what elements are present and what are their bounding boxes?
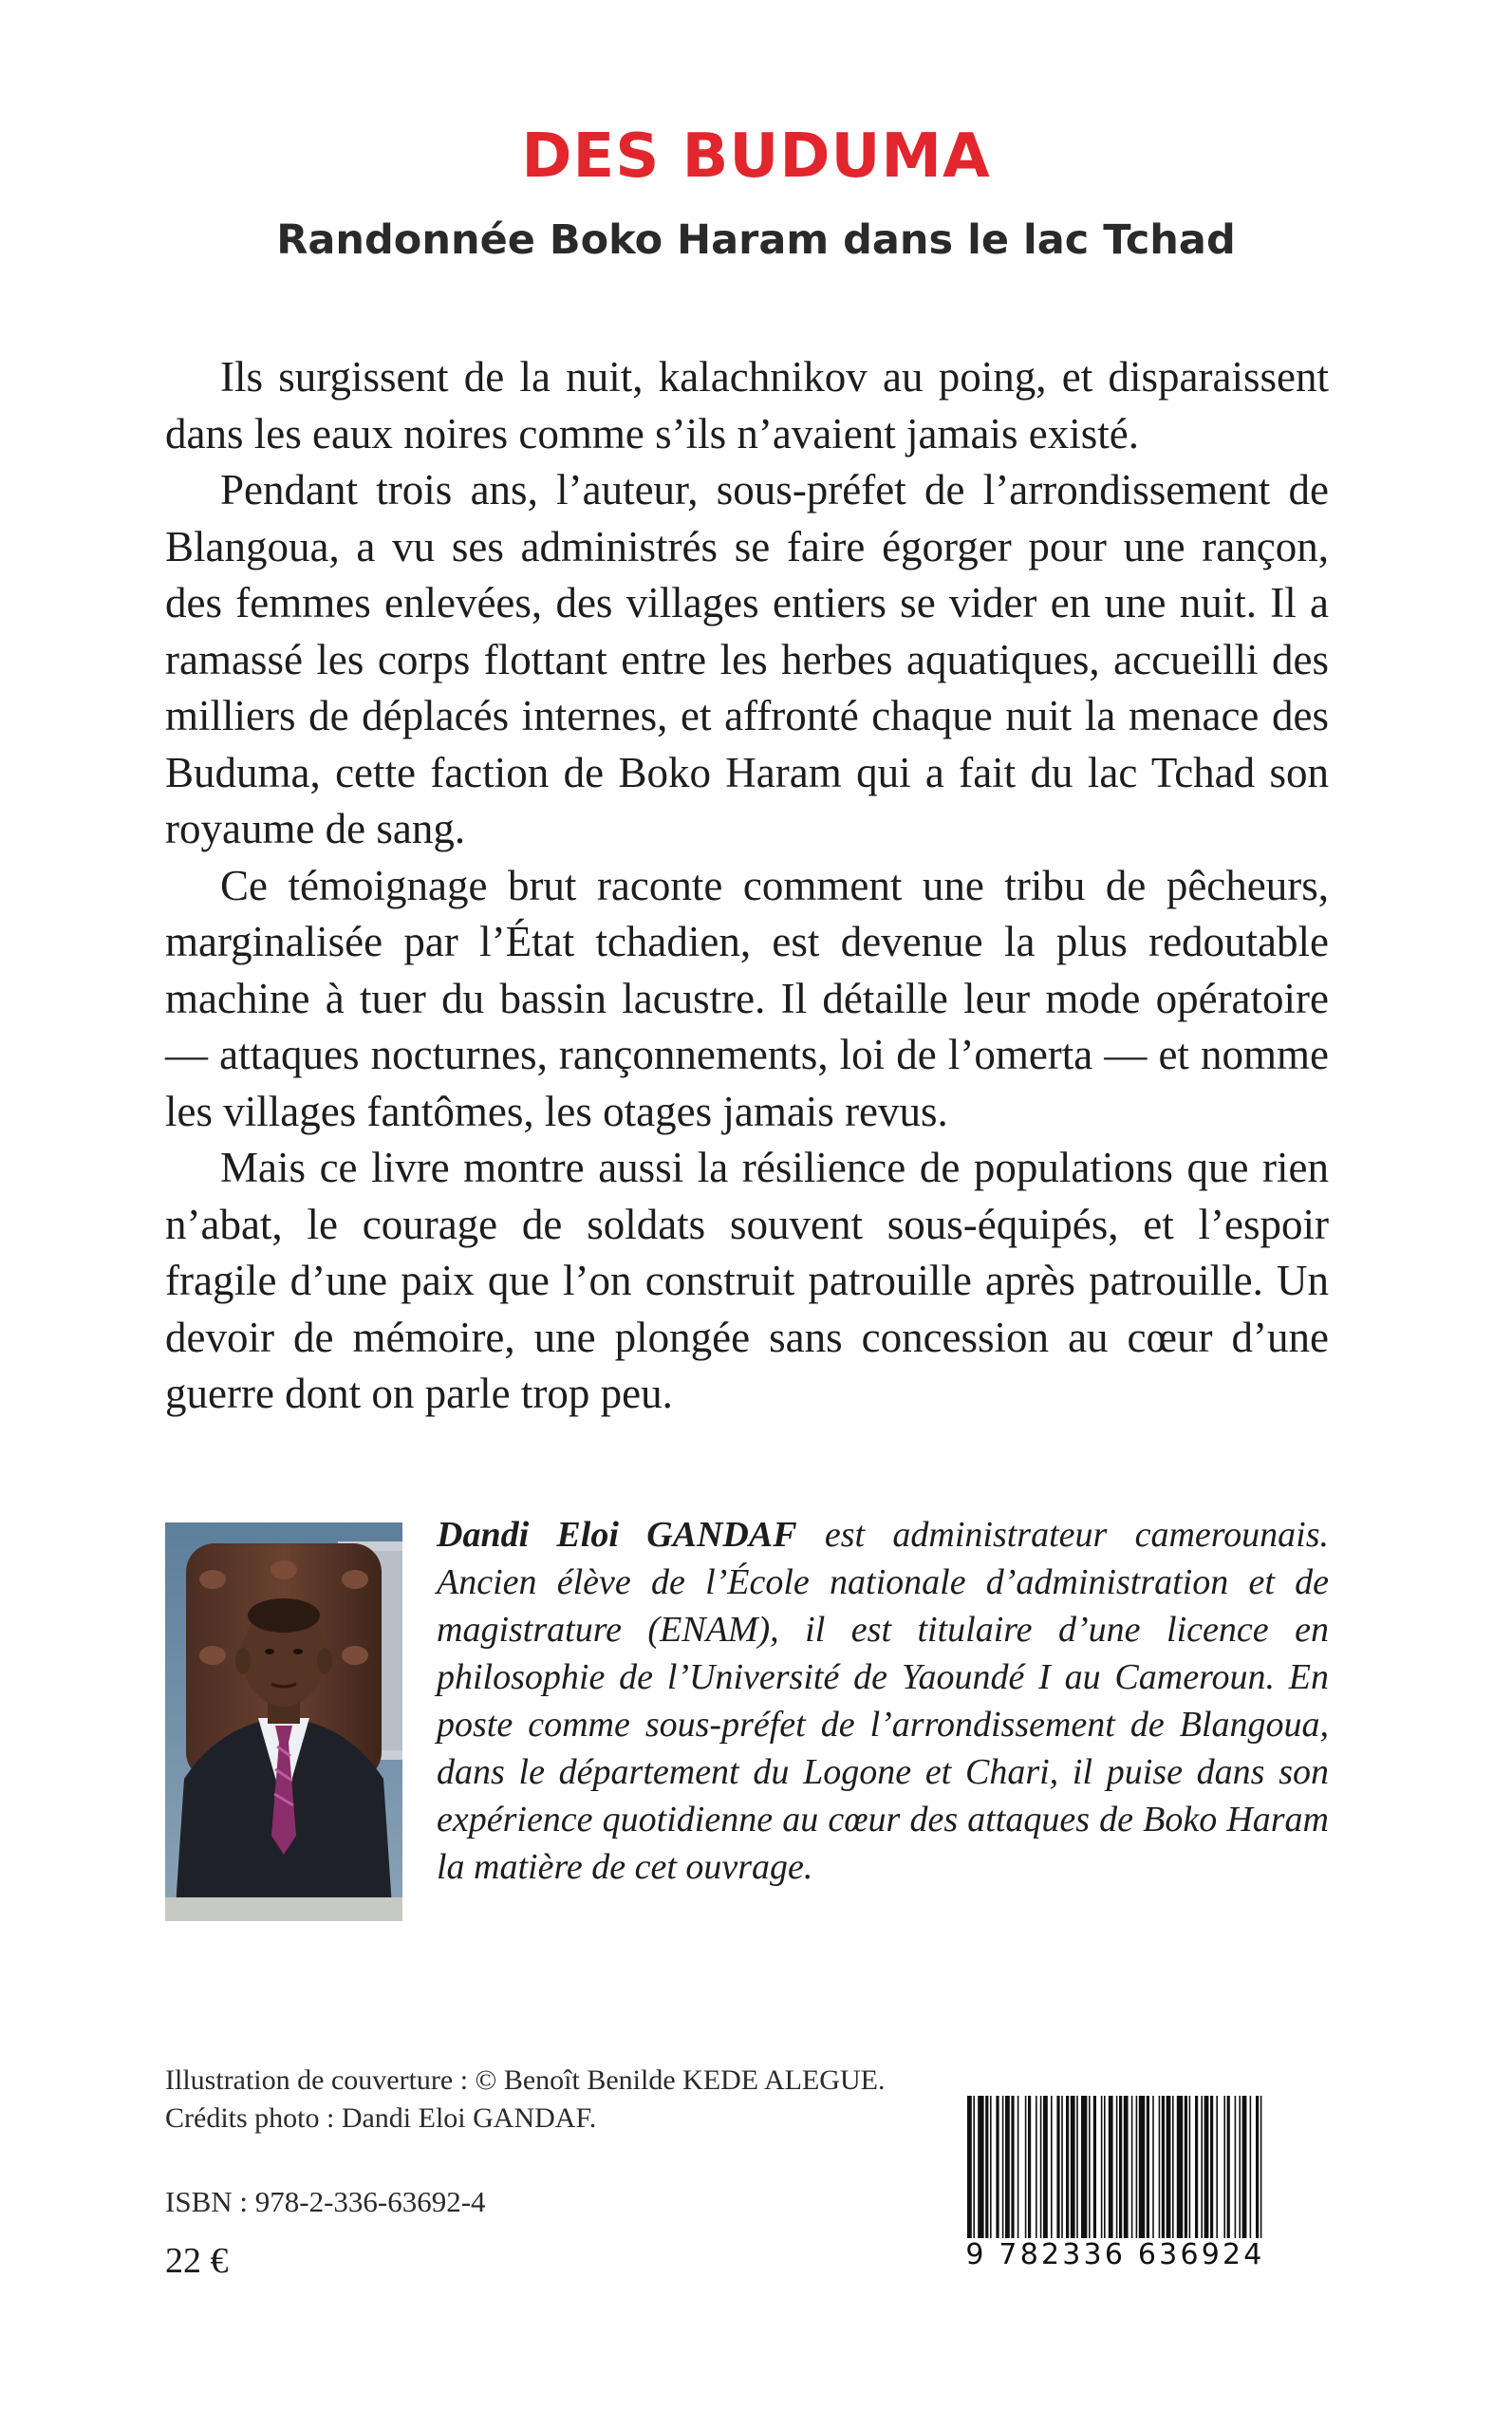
book-subtitle: Randonnée Boko Haram dans le lac Tchad [276,216,1236,264]
barcode-bar [1089,2096,1091,2238]
barcode-bar [1025,2096,1027,2238]
barcode-bar [990,2096,992,2238]
barcode-bar [1011,2096,1014,2238]
barcode-bar [1172,2096,1174,2238]
barcode-bar [1152,2096,1154,2238]
barcode-bar [996,2096,999,2238]
barcode-bar [1071,2096,1075,2238]
barcode-bar [1051,2096,1053,2238]
barcode-bar [1256,2096,1259,2238]
barcode-bar [967,2096,972,2238]
barcode-bar [1189,2096,1191,2238]
barcode-bar [1119,2096,1122,2238]
barcode-bar [1056,2096,1059,2238]
barcode-bar [1136,2096,1138,2238]
barcode-bar [1076,2096,1078,2238]
isbn: ISBN : 978-2-336-63692-4 [165,2185,486,2218]
barcode-bar [1116,2096,1118,2238]
barcode-bar [1124,2096,1129,2238]
barcode-bar [973,2096,975,2238]
blurb-paragraph-1: Ils surgissent de la nuit, kalachnikov au poing, et disparaissent dans les eaux noires comme s’ils n’avaient jamais existé. [165,353,1329,458]
barcode-bar [1195,2096,1198,2238]
barcode-bar [1005,2096,1010,2238]
barcode-bar [1227,2096,1230,2238]
barcode-bar [1177,2096,1183,2238]
barcode-bar [1147,2096,1149,2238]
barcode-bar [1002,2096,1004,2238]
barcode-bar [1201,2096,1203,2238]
barcode-bar [1061,2096,1063,2238]
barcode-bar [1167,2096,1171,2238]
barcode-bar [1223,2096,1225,2238]
barcode-bar [1104,2096,1106,2238]
barcode-bar [1109,2096,1113,2238]
barcode-bar [1028,2096,1031,2238]
blurb-paragraph-4: Mais ce livre montre aussi la résilience de populations que rien n’abat, le courage de soldats souvent sous-équipés, et l’espoir fragile d’une paix que l’on construit patrouille après patrouille. Un devoir de mémoire, une plongée sans concession au cœur d’une guerre dont on parle trop peu. [165,1144,1329,1417]
barcode-bar [1250,2096,1252,2238]
barcode-bar [1139,2096,1145,2238]
credits [165,2062,885,2138]
author-bio [437,1511,1329,1891]
barcode-bar [1239,2096,1241,2238]
barcode-bar [978,2096,983,2238]
author-photo [165,1522,402,1921]
barcode-bar [1093,2096,1096,2238]
photo-credit: Crédits photo : Dandi Eloi GANDAF. [165,2102,597,2134]
barcode-bar [1081,2096,1087,2238]
barcode-bar [1017,2096,1019,2238]
blurb [165,349,1329,1423]
author-name: Dandi Eloi GANDAF [437,1515,797,1555]
blurb-paragraph-3: Ce témoignage brut raconte comment une tribu de pêcheurs, marginalisée par l’État tchadien, est devenue la plus redoutable machine à tuer du bassin lacustre. Il détaille leur mode opératoire — attaques nocturnes, rançonnements, loi de l’omerta — et nomme les villages fantômes, les otages jamais revus. [165,861,1329,1135]
barcode-bar [1204,2096,1209,2238]
blurb-paragraph-2: Pendant trois ans, l’auteur, sous-préfet de l’arrondissement de Blangoua, a vu ses administrés se faire égorger pour une rançon, des femmes enlevées, des villages entiers se vider en une nuit. Il a ramassé les corps flottant entre les herbes aquatiques, accueilli des milliers de déplacés internes, et affronté chaque nuit la menace des Buduma, cette faction de Boko Haram qui a fait du lac Tchad son royaume de sang. [165,466,1329,852]
barcode-bar [985,2096,988,2238]
barcode-bar [1185,2096,1187,2238]
barcode-bar [1131,2096,1133,2238]
barcode-bar [1159,2096,1161,2238]
barcode-bar [1040,2096,1042,2238]
barcode-bar [1235,2096,1237,2238]
price: 22 € [165,2241,229,2281]
barcode-bar [1260,2096,1262,2238]
barcode-bar [1036,2096,1037,2238]
barcode-bar [1066,2096,1069,2238]
barcode-bar [1242,2096,1247,2238]
barcode-bar [1216,2096,1218,2238]
barcode-bar [1162,2096,1165,2238]
book-title: DES BUDUMA [521,121,991,192]
illustration-credit: Illustration de couverture : © Benoît Benilde KEDE ALEGUE. [165,2064,886,2096]
barcode-bar [1210,2096,1213,2238]
author-bio-text: est administrateur camerounais. Ancien élève de l’École nationale d’administration et de magistrature (ENAM), il est titulaire d’une licence en philosophie de l’Université de Yaoundé I au Cameroun. En poste comme sous-préfet de l’arrondissement de Blangoua, dans le département du Logone et Chari, il puise dans son expérience quotidienne au cœur des attaques de Boko Haram la matière de cet ouvrage. [437,1515,1330,1887]
barcode-bar [1101,2096,1103,2238]
barcode-bar [1043,2096,1048,2238]
barcode-digits: 9 782336 636924 [965,2238,1265,2271]
